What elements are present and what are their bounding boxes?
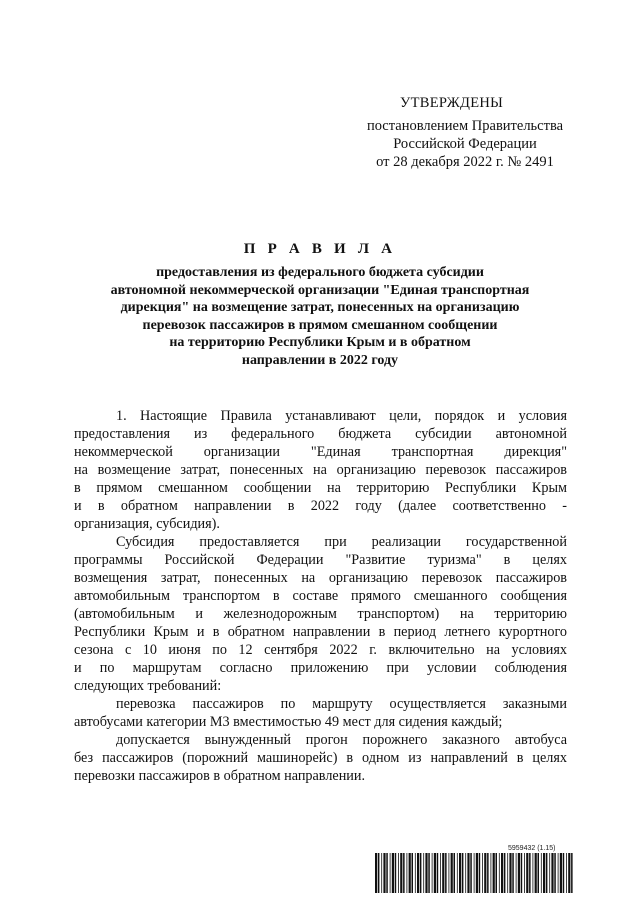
text-line: перевозки пассажиров в обратном направлении. (74, 768, 366, 784)
text-line: автобусами категории М3 вместимостью 49 мест для сидения каждый; (74, 714, 503, 730)
text-line: Субсидия предоставляется при реализации государственной (116, 534, 567, 550)
text-line: допускается вынужденный прогон порожнего заказного автобуса (116, 732, 567, 748)
text-line: перевозка пассажиров по маршруту осуществляется заказными (116, 696, 567, 712)
barcode-icon (375, 853, 575, 893)
paragraph-4 (74, 731, 567, 785)
text-line: программы Российской Федерации "Развитие туризма" в целях (74, 552, 567, 568)
text-line: некоммерческой организации "Единая транспортная дирекция" (74, 444, 567, 460)
subtitle-line-1: предоставления из федерального бюджета субсидии (156, 265, 484, 280)
document-subtitle (70, 264, 570, 369)
text-line: Республики Крым и в обратном направлении в период летнего курортного (74, 624, 567, 640)
text-line: (автомобильным и железнодорожным транспортом) на территорию (74, 606, 567, 622)
subtitle-line-6: направлении в 2022 году (241, 352, 399, 368)
paragraph-3 (74, 695, 567, 731)
subtitle-line-5: на территорию Республики Крым и в обратном (169, 335, 471, 350)
text-line: 1. Настоящие Правила устанавливают цели, порядок и условия (116, 408, 567, 424)
document-title: П Р А В И Л А (243, 241, 397, 257)
text-line: без пассажиров (порожний машинорейс) в одном из направлений в целях (74, 750, 567, 766)
document-body (74, 407, 567, 785)
approval-line-1: постановлением Правительства (366, 118, 564, 134)
subtitle-line-3: дирекция" на возмещение затрат, понесенных на организацию (120, 300, 520, 315)
approval-line-3: от 28 декабря 2022 г. № 2491 (376, 154, 554, 170)
text-line: сезона с 10 июня по 12 сентября 2022 г. включительно на условиях (74, 642, 567, 658)
text-line: и в обратном направлении в 2022 году (далее соответственно - (74, 498, 567, 514)
approval-line-2: Российской Федерации (393, 136, 537, 152)
text-line: следующих требований: (74, 678, 222, 694)
paragraph-2 (74, 533, 567, 695)
subtitle-line-4: перевозок пассажиров в прямом смешанном сообщении (142, 317, 498, 333)
text-line: и по маршрутам согласно приложению при условии соблюдения (74, 660, 567, 676)
paragraph-1 (74, 407, 567, 533)
text-line: организация, субсидия). (74, 516, 220, 532)
text-line: возмещения затрат, понесенных на организацию перевозок пассажиров (74, 570, 567, 586)
text-line: автомобильным транспортом в составе прямого смешанного сообщения (74, 588, 567, 604)
document-code: 5959432 (1.15) (508, 845, 556, 852)
text-line: в прямом смешанном сообщении на территорию Республики Крым (74, 480, 567, 496)
approval-block (350, 94, 580, 171)
subtitle-line-2: автономной некоммерческой организации "Единая транспортная (110, 282, 530, 298)
approval-heading: УТВЕРЖДЕНЫ (400, 95, 504, 111)
text-line: предоставления из федерального бюджета субсидии автономной (74, 426, 567, 442)
text-line: на возмещение затрат, понесенных на организацию перевозок пассажиров (74, 462, 567, 478)
